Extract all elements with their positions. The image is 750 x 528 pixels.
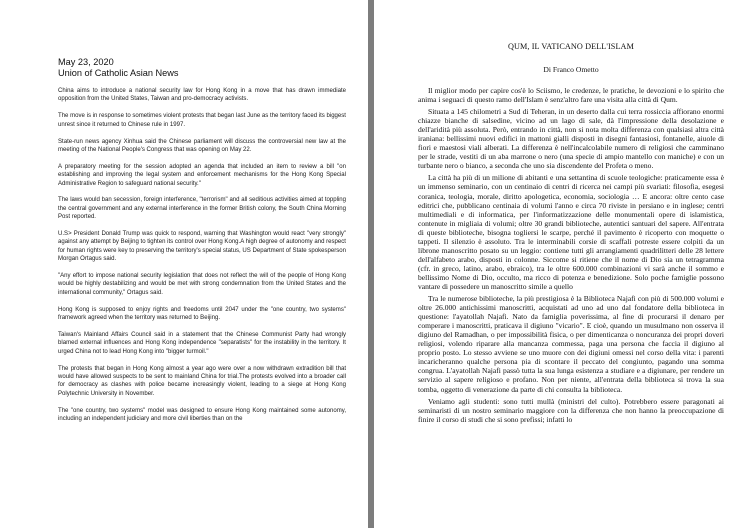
article-title: QUM, IL VATICANO DELL'ISLAM <box>508 42 634 51</box>
article-source: Union of Catholic Asian News <box>58 68 179 78</box>
right-paragraph-5: Veniamo agli studenti: sono tutti mullà (ministri del culto). Potrebbero essere paragonati ai seminaristi di un nostro seminario maggiore con la differenza che non hanno la preoccupazione di finire il corso di studi che si sono prefissi; infatti lo <box>418 396 724 424</box>
right-paragraph-3: La città ha più di un milione di abitanti e una settantina di scuole teologiche: praticamente essa è un immenso seminario, con un centinaio di centri di ricerca nei campi più svariati: filosofia, esegesi coranica, teologia, morale, diritto apologetica, economia, sociologia … E ancora: oltre cento case editrici che, pubblicano centinaia di volumi l'anno e circa 70 riviste in persiano e in inglese; centri multimediali e di informatica, per l'informatizzazione delle monumentali opere di islamistica, contenute in migliaia di volumi; oltre 30 grandi biblioteche, autentici santuari del sapere. All'entrata di queste biblioteche, bisogna togliersi le scarpe, perché il pavimento è ricoperto con moquette o tappeti. Il silenzio è assoluto. Tra le interminabili corsie di scaffali potreste essere colpiti da un librone manoscritto posato su un leggio: contiene tutti gli arrangiamenti quadrilitteri delle 28 lettere dell'alfabeto arabo, disposti in colonne. Siccome si ritiene che il nome di Dio sia un tetragramma (cfr. in greco, latino, arabo, ebraico), tra le oltre 600.000 combinazioni vi sarà anche il sommo e bellissimo Nome di Dio, occulto, ma ricco di potenza e benedizione. Solo poche famiglie possono vantare di possedere un manoscritto simile a quello <box>418 173 724 291</box>
left-paragraph-10: The protests that began in Hong Kong almost a year ago were over a now withdrawn extradition bill that would have allowed suspects to be sent to mainland China for trial.The protests evolved into a broader call for democracy as clashes with police became increasingly violent, leading to a siege at Hong Kong Polytechnic University in November. <box>58 365 346 397</box>
left-paragraph-6: U.S> President Donald Trump was quick to respond, warning that Washington would react "very strongly" against any attempt by Beijing to tighten its control over Hong Kong.A high degree of autonomy and respect for human rights were key to preserving the territory's special status, US Department of State spokesperson Morgan Ortagus said. <box>58 231 346 263</box>
right-paragraph-2: Situata a 145 chilometri a Sud di Teheran, in un deserto dalla cui terra rossiccia affiorano enormi chiazze bianche di salsedine, vicino ad un lago di sale, dà l'impressione della desolazione e dell'aridità più assoluta. Però, entrando in città, non si nota molta differenza con qualsiasi altra città iraniana: bellissimi nuovi edifici in mattoni gialli disposti in disegni fantasiosi, fontanelle, aiuole di fiori e maestosi viali alberati. La differenza è nell'incalcolabile numero di religiosi che camminano per le strade, vestiti di un aba marrone o nero (una specie di ampio mantello con maniche) e con un turbante nero o bianco, a seconda che uno sia discendente del Profeta o meno. <box>418 107 724 171</box>
article-header <box>58 57 346 79</box>
left-paragraph-1: China aims to introduce a national security law for Hong Kong in a move that has drawn immediate opposition from the United States, Taiwan and pro-democracy activists. <box>58 88 346 103</box>
right-paragraph-4: Tra le numerose biblioteche, la più prestigiosa è la Biblioteca Najafi con più di 500.000 volumi e oltre 26.000 antichissimi manoscritti, acquistati ad uno ad uno dal fondatore della biblioteca in questione: l'ayatollah Najafi. Nato da famiglia poverissima, al fine di procurarsi il denaro per comperare i manoscritti, praticava il digiuno "vicario". E cioè, quando un musulmano non osserva il digiuno del Ramadhan, o per impossibilità fisica, o per dimenticanza o noncuranza dei propri doveri religiosi, volendo riparare alla mancanza commessa, paga una persona che faccia il digiuno al proprio posto. Lo stesso avviene se uno muore con dei digiuni omessi nel corso della vita: i parenti incaricheranno qualche persona pia di scontare il peccato del congiunto, pagando una somma congrua. L'ayatollah Najafi passò tutta la sua lunga esistenza a studiare e a digiunare, per rendere un servizio al sapere religioso e profano. Non per niente, all'entrata della biblioteca si trova la sua tomba, oggetto di venerazione da parte di chi consulta la biblioteca. <box>418 294 724 394</box>
left-paragraph-9: Taiwan's Mainland Affairs Council said in a statement that the Chinese Communist Party had wrongly blamed external influences and Hong Kong independence "separatists" for the instability in the territory. It urged China not to lead Hong Kong into "bigger turmoil." <box>58 331 346 355</box>
left-document-page <box>0 0 368 528</box>
left-paragraph-8: Hong Kong is supposed to enjoy rights and freedoms until 2047 under the "one country, two systems" framework agreed when the territory was returned to Beijing. <box>58 306 346 322</box>
left-paragraph-7: "Any effort to impose national security legislation that does not reflect the will of the people of Hong Kong would be highly destabilizing and would be met with strong condemnation from the United States and the international community," Ortagus said. <box>58 273 346 296</box>
left-paragraph-4: A preparatory meeting for the session adopted an agenda that included an item to review a bill "on establishing and improving the legal system and enforcement mechanisms for the Hong Kong Special Administrative Region to safeguard national security." <box>58 163 346 187</box>
left-paragraph-3: State-run news agency Xinhua said the Chinese parliament will discuss the controversial new law at the meeting of the National People's Congress that was opening on May 22. <box>58 138 346 153</box>
article-date: May 23, 2020 <box>58 57 114 67</box>
right-document-page <box>374 0 750 528</box>
left-paragraph-2: The move is in response to sometimes violent protests that began last June as the territory faced its biggest unrest since it returned to Chinese rule in 1997. <box>58 113 346 128</box>
right-paragraph-1: Il miglior modo per capire cos'è lo Sciismo, le credenze, le pratiche, le devozioni e lo spirito che anima i seguaci di questo ramo dell'Islam è senz'altro fare una visita alla città di Qum. <box>418 86 724 105</box>
left-paragraph-5: The laws would ban secession, foreign interference, "terrorism" and all seditious activities aimed at toppling the central government and any external interference in the former British colony, the South China Morning Post reported. <box>58 197 346 221</box>
article-author: Di Franco Ometto <box>543 65 599 74</box>
left-paragraph-11: The "one country, two systems" model was designed to ensure Hong Kong maintained some autonomy, including an independent judiciary and more civil liberties than on the <box>58 407 346 422</box>
